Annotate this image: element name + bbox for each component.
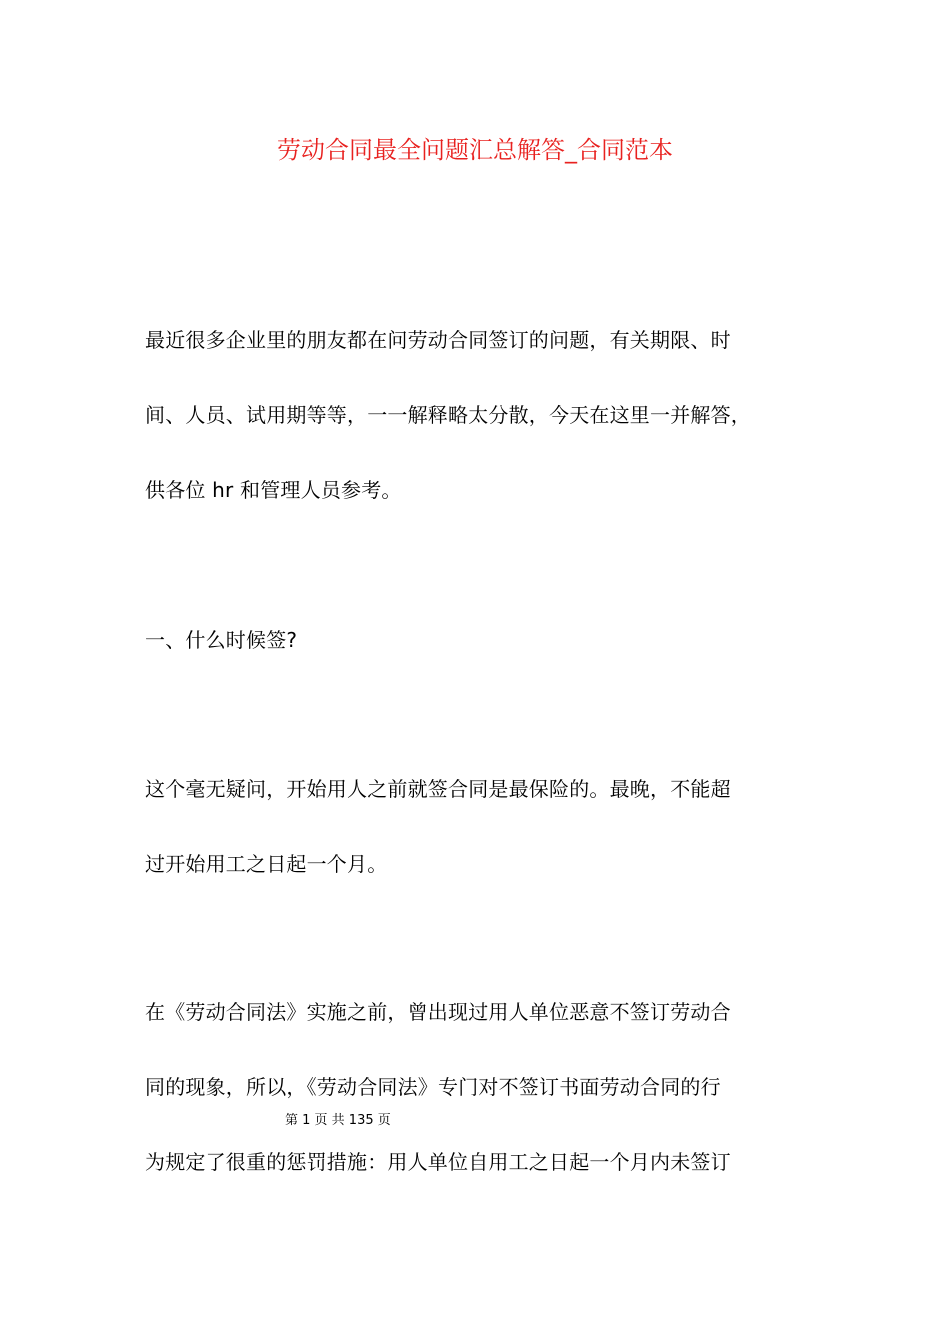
paragraph-line: 为规定了很重的惩罚措施：用人单位自用工之日起一个月内未签订 [145, 1150, 731, 1174]
paragraph-line: 在《劳动合同法》实施之前，曾出现过用人单位恶意不签订劳动合 [145, 1000, 731, 1024]
document-title: 劳动合同最全问题汇总解答_合同范本 [277, 136, 673, 164]
paragraph-line: 这个毫无疑问，开始用人之前就签合同是最保险的。最晚，不能超 [145, 777, 731, 801]
section-heading: 一、什么时候签? [145, 628, 298, 652]
page-number-footer: 第 1 页 共 135 页 [285, 1113, 391, 1128]
paragraph-line: 最近很多企业里的朋友都在问劳动合同签订的问题，有关期限、时 [145, 328, 731, 352]
paragraph-line: 过开始用工之日起一个月。 [145, 852, 388, 876]
paragraph-line: 同的现象，所以，《劳动合同法》专门对不签订书面劳动合同的行 [145, 1075, 721, 1099]
paragraph-line: 供各位 hr 和管理人员参考。 [145, 478, 402, 502]
paragraph-line: 间、人员、试用期等等，一一解释略太分散，今天在这里一并解答， [145, 403, 751, 427]
